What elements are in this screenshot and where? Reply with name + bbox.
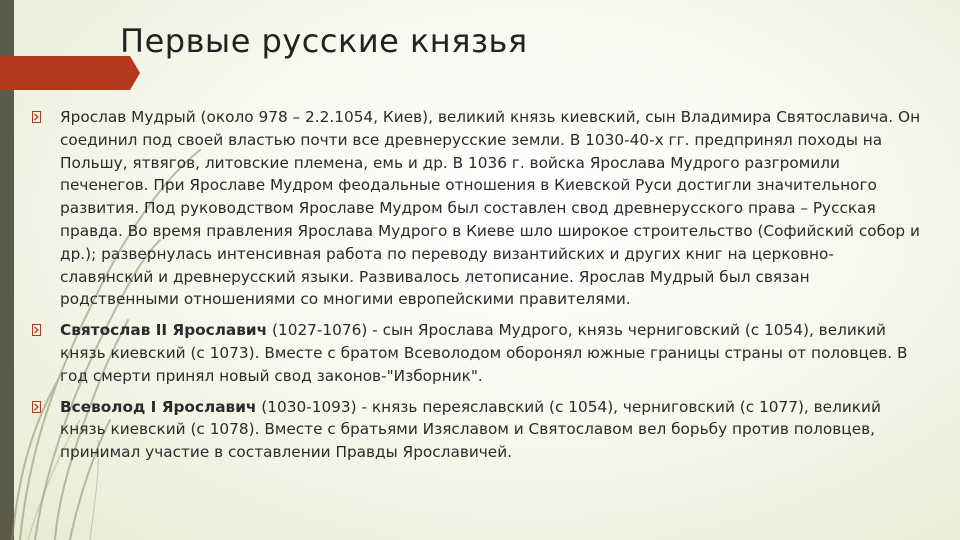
bullet-text: (1030-1093) - князь переяславский (с 1054), черниговский (с 1077), великий князь киевский (с 1078). Вместе с братьями Изяславом и Святославом вел борьбу против половцев, принимал участие в составлении Правды Ярославичей.	[60, 397, 881, 462]
slide-title: Первые русские князья	[120, 22, 528, 60]
bullet-bold-name: Всеволод I Ярославич	[60, 397, 257, 416]
bullet-icon	[32, 324, 41, 336]
bullet-item-vsevolod	[32, 396, 922, 464]
bullet-item-svyatoslav	[32, 319, 922, 387]
bullet-text: (1027-1076) - сын Ярослава Мудрого, князь черниговский (с 1054), великий князь киевский (с 1073). Вместе с братом Всеволодом оборонял южные границы страны от половцев. В год смерти принял новый свод законов-"Изборник".	[60, 321, 908, 385]
bullet-item-yaroslav	[32, 106, 922, 311]
bullet-icon	[32, 111, 41, 123]
slide-body	[32, 106, 922, 472]
bullet-icon	[32, 401, 41, 413]
bullet-text: Ярослав Мудрый (около 978 – 2.2.1054, Киев), великий князь киевский, сын Владимира Святославича. Он соединил под своей властью почти все древнерусские земли. В 1030-40-х гг. предпринял походы на Польшу, ятвягов, литовские племена, емь и др. В 1036 г. войска Ярослава Мудрого разгромили печенегов. При Ярославе Мудром феодальные отношения в Киевской Руси достигли значительного развития. Под руководством Ярославе Мудром был составлен свод древнерусского права – Русская правда. Во время правления Ярослава Мудрого в Киеве шло широкое строительство (Софийский собор и др.); развернулась интенсивная работа по переводу византийских и других книг на церковно-славянский и древнерусский языки. Развивалось летописание. Ярослав Мудрый был связан родственными отношениями со многими европейскими правителями.	[60, 108, 921, 309]
title-accent-bar	[0, 56, 130, 90]
bullet-bold-name: Святослав II Ярославич	[60, 321, 268, 340]
